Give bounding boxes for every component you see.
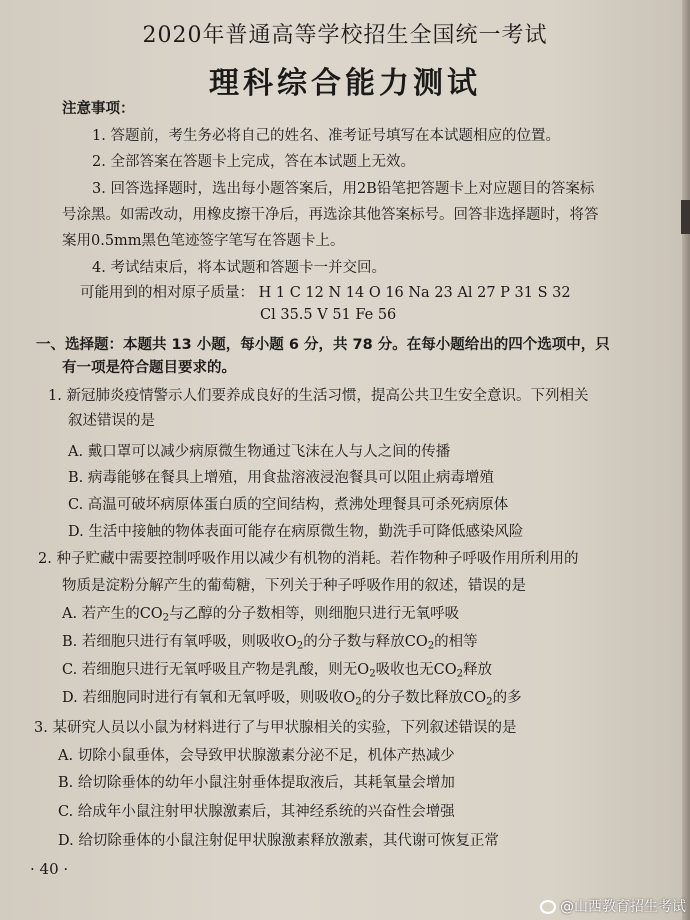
q2-option-c-part-2: 吸收也无CO	[375, 662, 457, 678]
page-tab-mark	[681, 200, 690, 234]
watermark	[540, 896, 686, 916]
q2-stem-line-1: 2. 种子贮藏中需要控制呼吸作用以减少有机物的消耗。若作物种子呼吸作用所利用的	[38, 551, 579, 567]
note-line-4: 号涂黑。如需改动，用橡皮擦干净后，再选涂其他答案标号。回答非选择题时，将答	[62, 207, 599, 223]
notes-heading: 注意事项：	[62, 101, 135, 117]
atomic-masses-line-2: Cl 35.5 V 51 Fe 56	[260, 307, 397, 323]
subscript: 2	[456, 668, 464, 680]
q2-option-b-part-2: 的分子数与释放CO	[303, 634, 428, 650]
q2-option-c	[62, 658, 492, 679]
note-line-5: 案用0.5mm黑色笔迹签字笔写在答题卡上。	[62, 233, 345, 249]
subscript: 2	[296, 640, 304, 652]
note-line-2: 2. 全部答案在答题卡上完成，答在本试题上无效。	[92, 154, 415, 170]
watermark-text: @山西教育招生考试	[560, 899, 686, 915]
note-line-6: 4. 考试结束后，将本试题和答题卡一并交回。	[92, 260, 386, 276]
q2-option-d-part-2: 的分子数比释放CO	[361, 690, 487, 706]
q2-option-a-part-2: 与乙醇的分子数相等，则细胞只进行无氧呼吸	[169, 606, 460, 622]
section-heading-line-1: 一、选择题：本题共 13 小题，每小题 6 分，共 78 分。在每小题给出的四个选项中，只	[36, 337, 610, 353]
q1-option-b: B. 病毒能够在餐具上增殖，用食盐溶液浸泡餐具可以阻止病毒增殖	[68, 470, 494, 486]
page-number: · 40 ·	[30, 860, 69, 878]
q3-option-a: A. 切除小鼠垂体，会导致甲状腺激素分泌不足，机体产热减少	[58, 748, 455, 764]
q1-option-a: A. 戴口罩可以减少病原微生物通过飞沫在人与人之间的传播	[68, 444, 451, 460]
q2-option-b-part-3: 的相等	[434, 634, 478, 650]
q1-option-d: D. 生活中接触的物体表面可能存在病原微生物，勤洗手可降低感染风险	[68, 524, 524, 540]
q1-stem-line-2: 叙述错误的是	[68, 413, 155, 429]
weibo-icon	[540, 900, 556, 914]
page-edge	[682, 0, 690, 920]
q3-stem-line-1: 3. 某研究人员以小鼠为材料进行了与甲状腺相关的实验，下列叙述错误的是	[34, 720, 517, 736]
q2-option-a	[62, 602, 459, 623]
q3-option-b: B. 给切除垂体的幼年小鼠注射垂体提取液后，其耗氧量会增加	[58, 775, 455, 791]
subscript: 2	[162, 612, 170, 624]
section-heading-line-2: 有一项是符合题目要求的。	[62, 360, 236, 376]
q2-stem-line-2: 物质是淀粉分解产生的葡萄糖，下列关于种子呼吸作用的叙述，错误的是	[62, 578, 526, 594]
q2-option-d-part-1: D. 若细胞同时进行有氧和无氧呼吸，则吸收O	[62, 690, 356, 706]
q2-option-d-part-3: 的多	[492, 690, 522, 706]
atomic-masses-line-1: 可能用到的相对原子质量： H 1 C 12 N 14 O 16 Na 23 Al 27 P 31 S 32	[80, 285, 571, 301]
subscript: 2	[369, 668, 376, 680]
subscript: 2	[427, 640, 435, 652]
q3-option-c: C. 给成年小鼠注射甲状腺激素后，其神经系统的兴奋性会增强	[58, 804, 455, 820]
subscript: 2	[355, 696, 362, 708]
subscript: 2	[486, 696, 493, 708]
q2-option-c-part-3: 释放	[463, 662, 493, 678]
q2-option-c-part-1: C. 若细胞只进行无氧呼吸且产物是乳酸，则无O	[62, 662, 370, 678]
q2-option-d	[62, 686, 522, 707]
q3-option-d: D. 给切除垂体的小鼠注射促甲状腺激素释放激素，其代谢可恢复正常	[58, 833, 499, 849]
note-line-1: 1. 答题前，考生务必将自己的姓名、准考证号填写在本试题相应的位置。	[92, 128, 560, 144]
exam-subject: 理科综合能力测试	[209, 66, 481, 101]
exam-title: 2020年普通高等学校招生全国统一考试	[142, 23, 548, 48]
q2-option-a-part-1: A. 若产生的CO	[62, 606, 163, 622]
q1-option-c: C. 高温可破坏病原体蛋白质的空间结构，煮沸处理餐具可杀死病原体	[68, 497, 509, 513]
q2-option-b	[62, 630, 478, 651]
q2-option-b-part-1: B. 若细胞只进行有氧呼吸，则吸收O	[62, 634, 297, 650]
q1-stem-line-1: 1. 新冠肺炎疫情警示人们要养成良好的生活习惯，提高公共卫生安全意识。下列相关	[48, 388, 589, 404]
note-line-3: 3. 回答选择题时，选出每小题答案后，用2B铅笔把答题卡上对应题目的答案标	[92, 181, 595, 197]
